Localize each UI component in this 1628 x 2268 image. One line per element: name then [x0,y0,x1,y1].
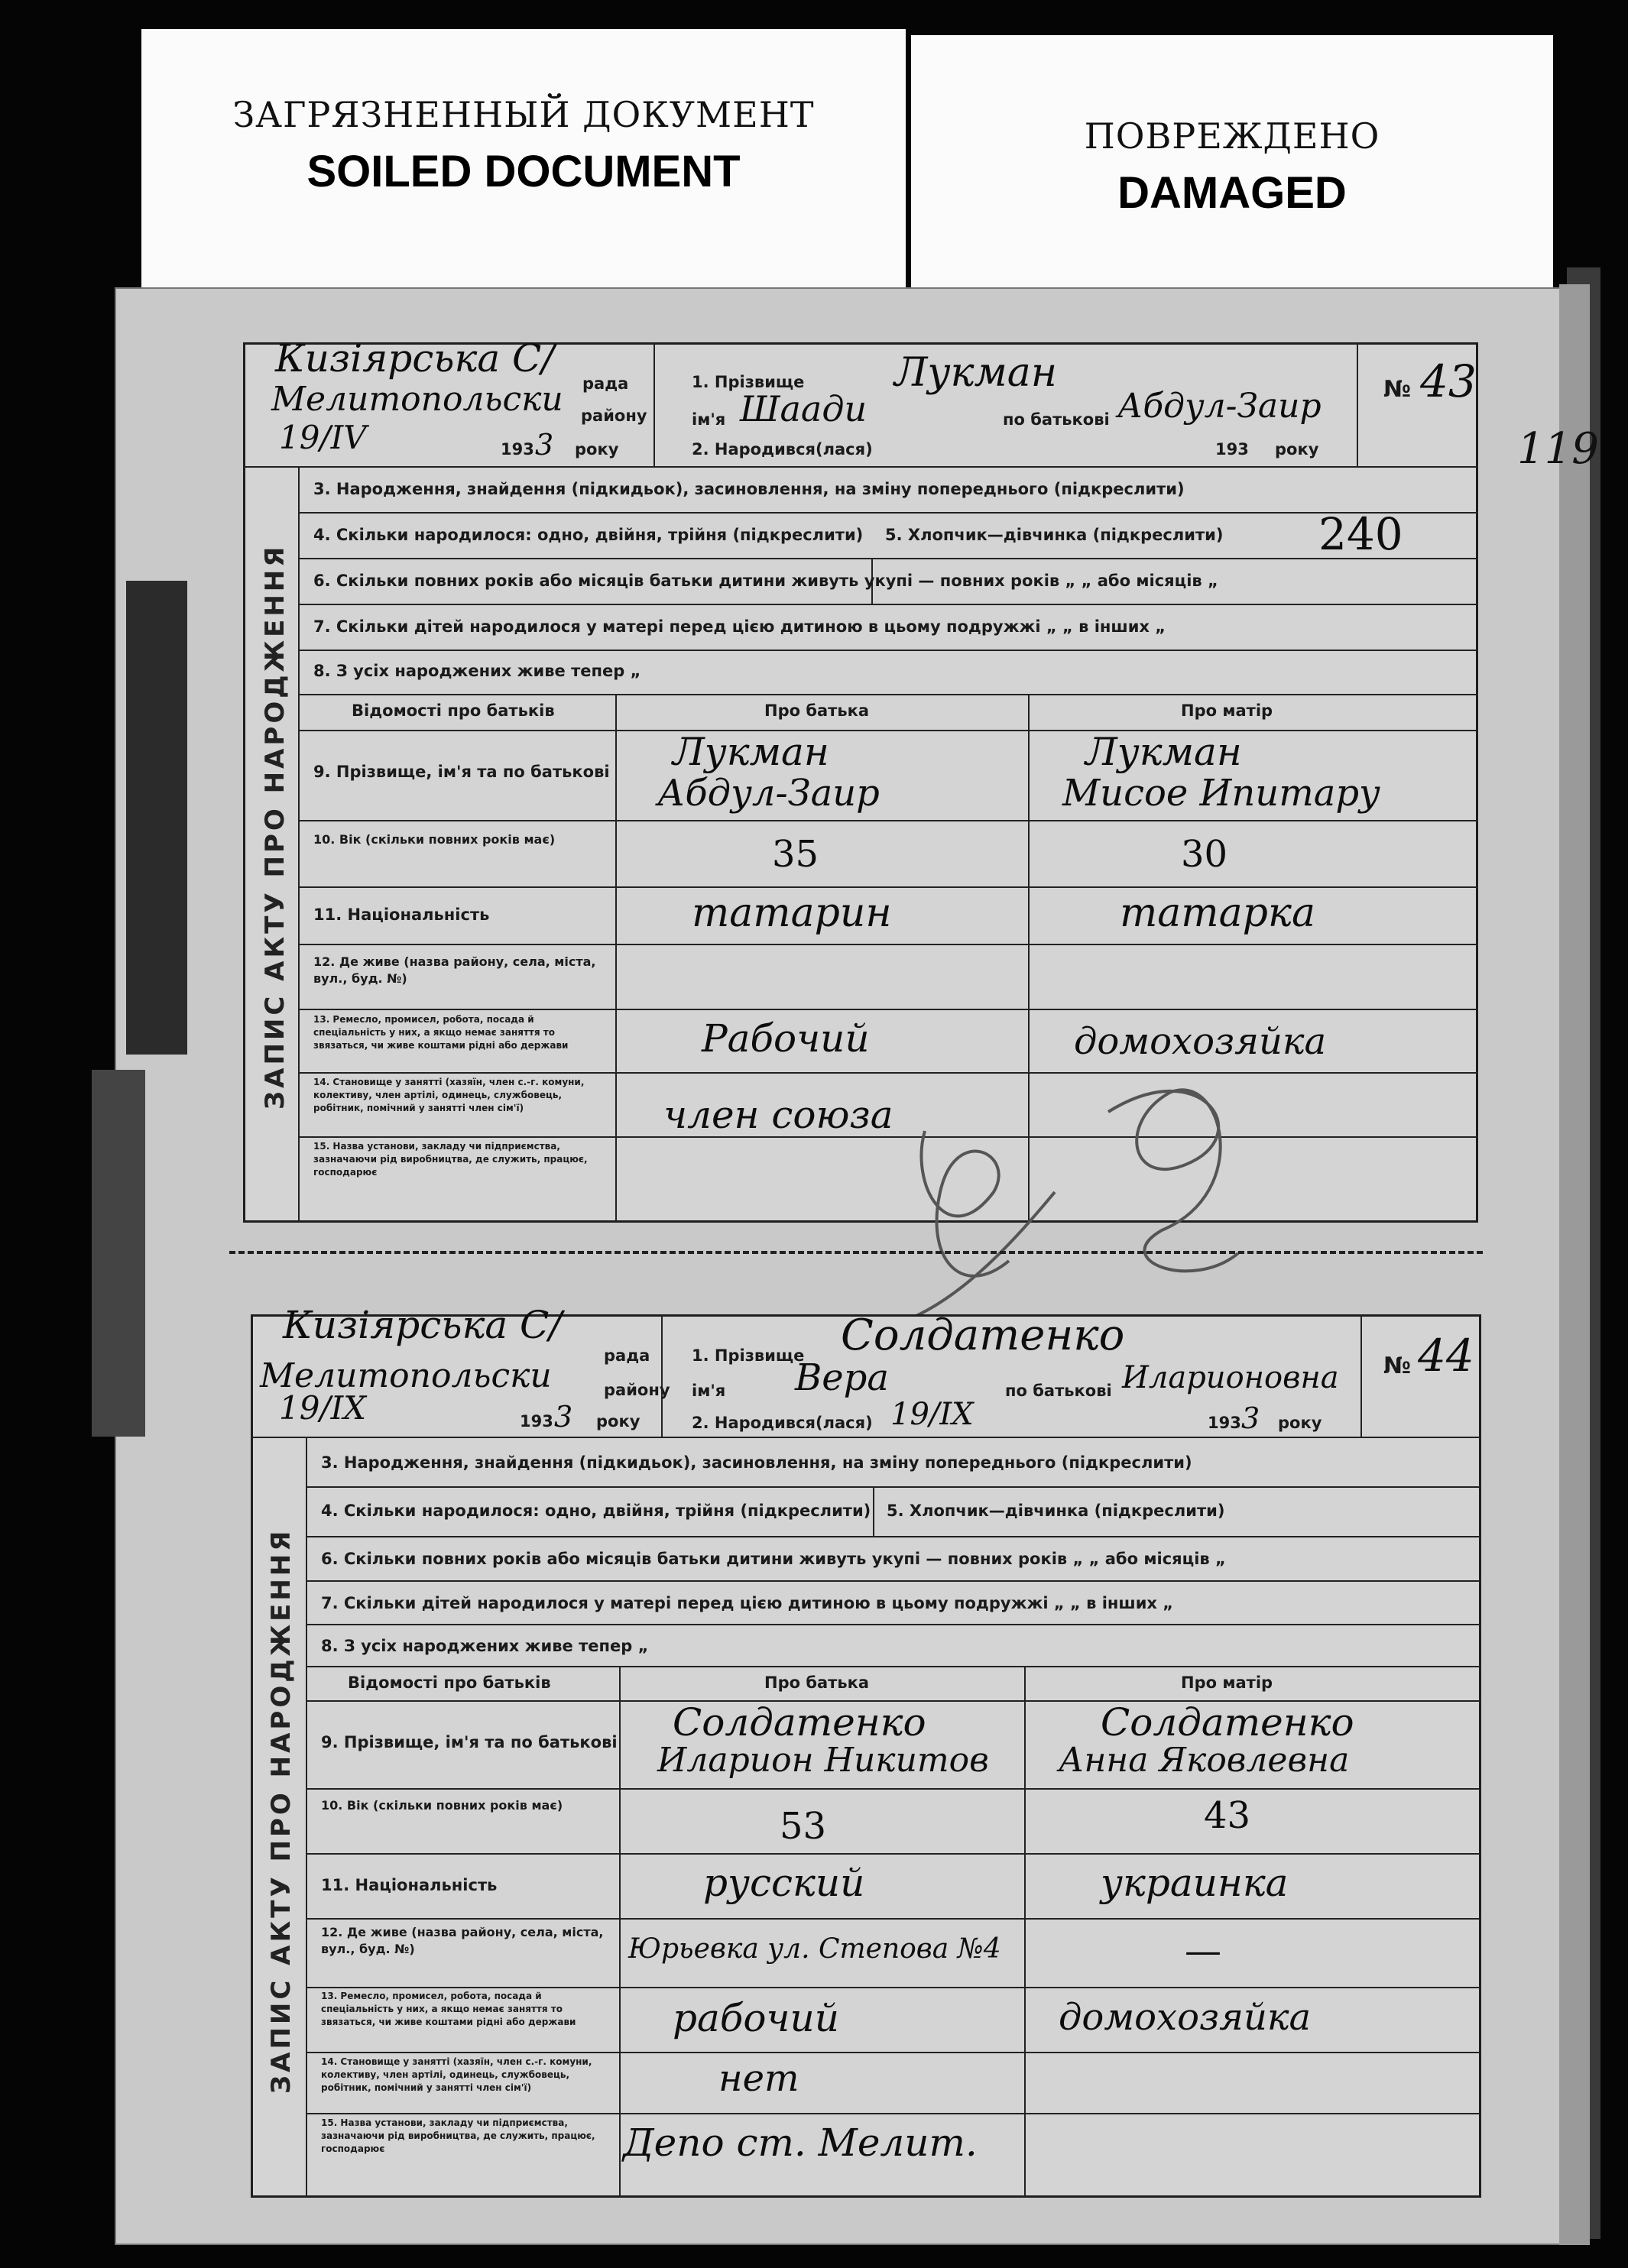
patronymic-value: Абдул-Заир [1117,387,1322,426]
side-heading-1: ЗАПИС АКТУ ПРО НАРОДЖЕННЯ [260,543,290,1110]
rule [306,2052,1481,2053]
field-15: 15. Назва установи, закладу чи пiдприємства, зазначаючи рiд виробництва, де служить, працює, господарює [321,2117,595,2154]
year-prefix: 193 [520,1412,553,1430]
number-sign: № [1383,1353,1412,1379]
field-7: 7. Скiльки дiтей народилося у матерi перед цiєю дитиною в цьому подружжi „ „ в iнших „ [313,617,1166,636]
name-label: iм'я [692,1382,726,1400]
field-14: 14. Становище у заняттi (хазяїн, член с.-г. комуни, колективу, член артiлi, одинець, службовець, робiтник, помiчний у заняттi член сiм'ї) [313,1077,585,1113]
father-age: 53 [780,1805,827,1848]
rayonu-label: району [604,1381,670,1399]
field-9: 9. Прiзвище, iм'я та по батьковi [313,763,610,781]
col-info-header: Вiдомостi про батькiв [352,701,555,720]
rule [653,342,655,466]
council-value: Кизiярська С/ [283,1303,563,1347]
rule [306,1536,1481,1537]
col-mother-header: Про матiр [1181,701,1273,720]
rule [298,1009,1478,1010]
year-digit: 3 [535,428,554,462]
mother-residence: — [1185,1929,1221,1972]
rule [1024,1666,1026,2198]
rule [306,1666,1481,1667]
field-4: 4. Скiльки народилося: одно, двiйня, трiйня (пiдкреслити) [321,1502,871,1520]
col-info-header: Вiдомостi про батькiв [348,1673,551,1692]
col-father-header: Про батька [764,701,870,720]
rule [298,694,1478,695]
rule [1028,694,1030,1223]
surname-label: 1. Прiзвище [692,1346,805,1365]
father-age: 35 [772,833,819,876]
roku-label: року [596,1412,640,1430]
surname-value: Лукман [894,350,1057,396]
mother-surname: Лукман [1085,730,1242,774]
field-14: 14. Становище у заняттi (хазяїн, член с.-г. комуни, колективу, член артiлi, одинець, службовець, робiтник, помiчний у заняттi член сiм'ї) [321,2056,592,2093]
mother-age: 43 [1204,1794,1251,1837]
rule [306,1437,307,2198]
field-9: 9. Прiзвище, iм'я та по батьковi [321,1733,618,1751]
field-3: 3. Народження, знайдення (пiдкидьок), засиновлення, на змiну попереднього (пiдкреслити) [313,480,1185,498]
roku-label: року [575,440,619,458]
father-workplace: Депо ст. Мелит. [623,2121,978,2165]
born-year-prefix: 193 [1215,440,1249,458]
field-3: 3. Народження, знайдення (пiдкидьок), засиновлення, на змiну попереднього (пiдкреслити) [321,1453,1192,1472]
field-6: 6. Скiльки повних рокiв або мiсяцiв батьки дитини живуть укупi — повних рокiв „ „ або мiсяцiв „ [321,1550,1226,1568]
council-value: Кизiярська С/ [275,336,555,381]
rule [298,886,1478,888]
date-value: 19/IV [279,419,367,456]
rule [306,2113,1481,2114]
rule [298,466,300,1223]
mother-surname: Солдатенко [1101,1700,1354,1745]
rule [298,944,1478,945]
mother-occupation: домохозяйка [1059,1996,1312,2039]
father-residence: Юрьевка ул. Степова №4 [628,1933,1001,1965]
rule [615,694,617,1223]
name-value: Вера [795,1356,890,1399]
rule [298,512,1478,514]
mother-age: 30 [1181,833,1228,876]
field-7: 7. Скiльки дiтей народилося у матерi перед цiєю дитиною в цьому подружжi „ „ в iнших „ [321,1594,1174,1612]
rule [298,730,1478,731]
patronymic-label: по батьковi [1005,1382,1112,1400]
born-label: 2. Народився(лася) [692,440,873,458]
field-6: 6. Скiльки повних рокiв або мiсяцiв батьки дитини живуть укупi — повних рокiв „ „ або мiсяцiв „ [313,572,1218,590]
rule [306,1918,1481,1920]
rule [1357,342,1358,466]
page-shadow [1559,284,1590,2245]
torn-binding-edge-lower [92,1070,145,1437]
field-12: 12. Де живе (назва району, села, мiста, вул., буд. №) [313,954,596,986]
soiled-label-ru: ЗАГРЯЗНЕННЫЙ ДОКУМЕНТ [232,94,815,135]
torn-binding-edge [126,581,187,1055]
name-label: iм'я [692,410,726,429]
soiled-document-label [141,29,906,304]
record-number: 43 [1420,355,1477,407]
rule [661,1314,663,1437]
father-given-names: Абдул-Заир [657,772,880,815]
born-roku-label: року [1278,1414,1322,1432]
sheet-number: 119 [1517,424,1599,474]
side-heading-2: ЗАПИС АКТУ ПРО НАРОДЖЕННЯ [266,1528,297,2094]
damaged-label-ru: ПОВРЕЖДЕНО [1084,115,1380,157]
rule [306,1624,1481,1625]
rule [306,1788,1481,1790]
born-year-prefix: 193 [1208,1414,1241,1432]
rule [306,1987,1481,1988]
patronymic-label: по батьковi [1003,410,1110,429]
father-occupation: рабочий [673,1996,839,2040]
father-nationality: русский [703,1861,865,1905]
father-status: нет [718,2057,799,2100]
patronymic-value: Иларионовна [1122,1360,1339,1395]
year-prefix: 193 [501,440,534,458]
father-nationality: татарин [692,890,892,936]
born-year-digit: 3 [1241,1401,1260,1435]
field-5: 5. Хлопчик—дiвчинка (пiдкреслити) [885,526,1224,544]
name-value: Шаади [740,388,868,429]
district-value: Мелитопольски [271,380,563,419]
father-given-names: Иларион Никитов [657,1741,989,1780]
rule [306,1486,1481,1488]
mother-nationality: украинка [1101,1861,1289,1905]
rule [306,1580,1481,1582]
damaged-label-en: DAMAGED [1117,168,1347,218]
field-12: 12. Де живе (назва району, села, мiста, вул., буд. №) [321,1925,604,1956]
date-value: 19/IX [279,1389,367,1427]
col-mother-header: Про матiр [1181,1673,1273,1692]
father-occupation: Рабочий [702,1016,870,1061]
rule [1360,1314,1362,1437]
col-father-header: Про батька [764,1673,870,1692]
field-15: 15. Назва установи, закладу чи пiдприємства, зазначаючи рiд виробництва, де служить, працює, господарює [313,1141,588,1178]
field-11: 11. Нацiональнiсть [313,906,490,924]
father-surname: Солдатенко [673,1700,926,1745]
field-10: 10. Вiк (скiльки повних рокiв має) [321,1798,563,1813]
record-separator [229,1251,1483,1254]
field-4: 4. Скiльки народилося: одно, двiйня, трiйня (пiдкреслити) [313,526,864,544]
annotation-number: 240 [1318,508,1403,560]
rada-label: рада [582,374,629,393]
field-11: 11. Нацiональнiсть [321,1876,498,1894]
field-8: 8. З усiх народжених живе тепер „ [313,662,641,680]
year-digit: 3 [554,1400,573,1434]
damaged-label [911,35,1553,310]
rule [298,604,1478,605]
rule [619,1666,621,2198]
rule [298,558,1478,559]
mother-given-names: Анна Яковлевна [1059,1741,1350,1780]
rule [873,1486,874,1536]
soiled-label-en: SOILED DOCUMENT [306,147,741,196]
rule [306,1853,1481,1855]
rule [298,820,1478,821]
rule [251,1437,1481,1438]
surname-value: Солдатенко [841,1311,1125,1360]
number-sign: № [1383,376,1412,403]
surname-label: 1. Прiзвище [692,373,805,391]
rule [298,650,1478,651]
born-label: 2. Народився(лася) [692,1414,873,1432]
father-surname: Лукман [673,730,829,774]
mother-nationality: татарка [1120,890,1315,936]
field-10: 10. Вiк (скiльки повних рокiв має) [313,832,556,847]
rule [298,1072,1478,1074]
field-5: 5. Хлопчик—дiвчинка (пiдкреслити) [887,1502,1225,1520]
rayonu-label: району [581,407,647,425]
mother-given-names: Мисое Ипитару [1062,772,1380,815]
field-13: 13. Ремесло, промисел, робота, посада й спецiальнiсть у них, а якщо немає заняття то звязаться, чи живе коштами рiднi або держави [321,1991,576,2027]
born-date: 19/IX [890,1397,974,1432]
field-8: 8. З усiх народжених живе тепер „ [321,1637,649,1655]
rule [243,466,1478,468]
rada-label: рада [604,1346,650,1365]
field-13: 13. Ремесло, промисел, робота, посада й спецiальнiсть у них, а якщо немає заняття то звязаться, чи живе коштами рiднi або держави [313,1014,569,1051]
record-number: 44 [1418,1330,1474,1382]
born-roku-label: року [1275,440,1319,458]
father-status: член союза [663,1093,893,1137]
mother-occupation: домохозяйка [1074,1020,1327,1063]
district-value: Мелитопольски [260,1356,552,1395]
